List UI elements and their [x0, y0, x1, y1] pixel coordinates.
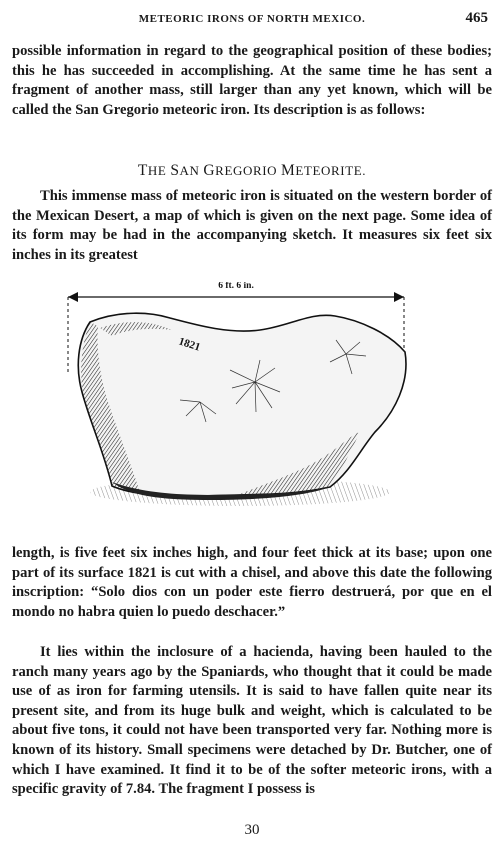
- paragraph-1a: [12, 187, 492, 265]
- paragraph-1a-text: This immense mass of meteoric iron is situated on the western border of the Mexican Desert, a map of which is given on the next page. Some idea of its form may be had in the accompanying sketch. It measures six feet six inches in its greatest: [12, 188, 492, 263]
- signature-mark: 30: [244, 822, 260, 838]
- paragraph-2: [12, 643, 492, 800]
- inscription-year: 1821: [177, 335, 202, 354]
- dimension-label: 6 ft. 6 in.: [218, 282, 254, 291]
- running-title: METEORIC IRONS OF NORTH MEXICO.: [138, 13, 366, 25]
- intro-paragraph: [12, 42, 492, 120]
- paragraph-1b: [12, 544, 492, 622]
- meteorite-illustration: [60, 282, 412, 522]
- paragraph-2-text: It lies within the inclosure of a hacienda, having been hauled to the ranch many years ago by the Spaniards, who thought that it could be made use of as iron for farming utensils. It is said to have fallen quite near its present site, and from its huge bulk and weight, which is calculated to be about five tons, it could not have been transported very far. Nothing more is known of its history. Small specimens were detached by Dr. Butcher, one of which I have examined. It find it to be of the softer meteoric irons, with a specific gravity of 7.84. The fragment I possess is: [12, 644, 492, 798]
- meteorite-sketch: [60, 282, 412, 522]
- intro-text: possible information in regard to the geographical position of these bodies; this he has succeeded in accomplishing. At the same time he has sent a fragment of another mass, still larger than any yet known, which will be called the San Gregorio meteoric iron. Its description is as follows:: [12, 43, 492, 118]
- paragraph-1b-text: length, is five feet six inches high, and four feet thick at its base; upon one part of its surface 1821 is cut with a chisel, and above this date the following inscription: “Solo dios con un poder este fierro destruerá, por que en el mondo no habra quien lo puedo deschacer.”: [12, 545, 492, 620]
- page-number: 465: [465, 10, 488, 26]
- section-title: THE SAN GREGORIO METEORITE.: [137, 162, 367, 179]
- running-header: [12, 10, 492, 30]
